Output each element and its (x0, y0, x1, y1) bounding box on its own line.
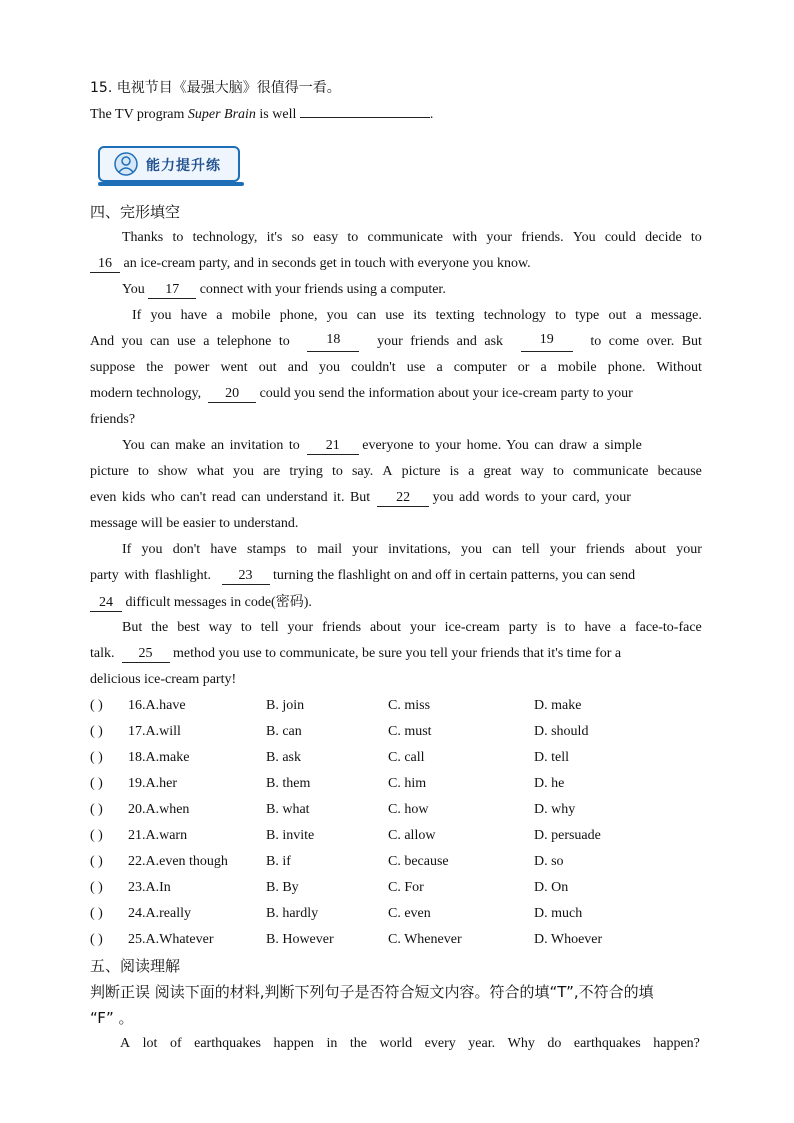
passage-word: happen? (653, 1036, 700, 1051)
option-d: D. so (534, 854, 564, 869)
passage-word: to (553, 464, 564, 479)
passage-word: stamps (247, 542, 286, 557)
blank-17[interactable]: 17 (148, 282, 196, 299)
passage-word: or (517, 360, 530, 375)
passage-line: friends? (90, 412, 136, 427)
passage-line (120, 1034, 700, 1054)
passage-word: Thanks (122, 230, 164, 245)
option-c: C. how (388, 802, 429, 817)
passage-word: out (608, 308, 627, 323)
answer-bracket[interactable]: ( ) (90, 750, 103, 765)
passage-word: picture (401, 464, 441, 479)
option-b: B. By (266, 880, 299, 895)
option-n: 25.A.Whatever (128, 932, 214, 947)
passage-word: message. (650, 308, 702, 323)
passage-word: technology, (192, 230, 258, 245)
blank-23[interactable]: 23 (222, 568, 270, 585)
answer-bracket[interactable]: ( ) (90, 724, 103, 739)
passage-word: could (604, 230, 636, 245)
badge-label: 能力提升练 (146, 158, 221, 174)
passage-text: connect with your friends using a computer. (196, 282, 446, 297)
passage-line (132, 306, 702, 326)
blank-24[interactable]: 24 (90, 595, 122, 612)
passage-word: texting (435, 308, 475, 323)
passage-word: friends. (521, 230, 564, 245)
option-d: D. Whoever (534, 932, 603, 947)
blank-22[interactable]: 22 (377, 490, 429, 507)
passage-word: is (546, 620, 556, 635)
passage-word: the (146, 360, 164, 375)
option-n: 21.A.warn (128, 828, 188, 843)
answer-bracket[interactable]: ( ) (90, 854, 103, 869)
passage-word: a (619, 620, 627, 635)
option-n: 19.A.her (128, 776, 177, 791)
passage-line (122, 436, 642, 456)
badge-underline (98, 182, 244, 186)
passage-word: your (486, 230, 512, 245)
passage-word: mobile (557, 360, 597, 375)
q15-answer-blank[interactable] (300, 117, 430, 118)
passage-text: method you use to communicate, be sure you tell your friends that it's time for a (173, 646, 622, 661)
passage-word: your (549, 542, 576, 557)
option-b: B. if (266, 854, 291, 869)
passage-word: phone, (279, 308, 318, 323)
option-c: C. For (388, 880, 424, 895)
passage-word: is (449, 464, 459, 479)
passage-word: face-to-face (634, 620, 702, 635)
passage-word: If (132, 308, 142, 323)
option-n: 18.A.make (128, 750, 190, 765)
ability-practice-badge (98, 146, 240, 182)
passage-word: do (547, 1036, 562, 1051)
blank-20[interactable]: 20 (208, 386, 256, 403)
passage-text: your friends and ask (377, 334, 504, 349)
passage-word: a (216, 308, 223, 323)
passage-text: could you send the information about your ice-cream party to your (259, 386, 633, 401)
passage-word: party (508, 620, 538, 635)
passage-word: say. (351, 464, 374, 479)
passage-word: mobile (231, 308, 271, 323)
answer-bracket[interactable]: ( ) (90, 906, 103, 921)
option-d: D. why (534, 802, 576, 817)
option-b: B. them (266, 776, 311, 791)
passage-word: use (406, 360, 426, 375)
passage-text: You (122, 282, 149, 297)
option-n: 20.A.when (128, 802, 190, 817)
passage-word: the (349, 1036, 367, 1051)
passage-line (122, 228, 702, 248)
passage-word: your (676, 542, 702, 557)
passage-word: friends (585, 542, 625, 557)
passage-word: can (492, 542, 512, 557)
passage-word: trying (289, 464, 323, 479)
option-d: D. make (534, 698, 582, 713)
q15-text-post: . (429, 107, 434, 122)
passage-line (90, 358, 702, 378)
passage-word: your (287, 620, 314, 635)
passage-word: you (319, 360, 341, 375)
passage-word: about (634, 542, 666, 557)
passage-word: happen (273, 1036, 314, 1051)
answer-bracket[interactable]: ( ) (90, 880, 103, 895)
passage-text: talk. (90, 646, 115, 661)
passage-word: with (452, 230, 478, 245)
passage-word: have (210, 542, 237, 557)
passage-word: You (572, 230, 596, 245)
passage-word: have (180, 308, 208, 323)
option-d: D. he (534, 776, 565, 791)
option-b: B. However (266, 932, 334, 947)
option-c: C. him (388, 776, 427, 791)
passage-text: 密码 (275, 594, 304, 610)
passage-word: earthquakes (194, 1036, 261, 1051)
passage-word: power (174, 360, 210, 375)
option-d: D. On (534, 880, 569, 895)
passage-word: A (382, 464, 393, 479)
passage-word: to (690, 230, 702, 245)
option-b: B. invite (266, 828, 315, 843)
option-b: B. hardly (266, 906, 319, 921)
passage-word: easy (313, 230, 339, 245)
passage-word: a (436, 360, 443, 375)
section4-title: 四、完形填空 (90, 203, 181, 221)
blank-19[interactable]: 19 (521, 332, 573, 352)
passage-word: best (177, 620, 200, 635)
passage-text: modern technology, (90, 386, 202, 401)
passage-text: party with flashlight. (90, 568, 212, 583)
passage-word: tell (260, 620, 279, 635)
option-c: C. allow (388, 828, 436, 843)
passage-word: you (326, 308, 348, 323)
passage-line: message will be easier to understand. (90, 516, 299, 531)
passage-text: ). (303, 595, 312, 610)
option-d: D. should (534, 724, 589, 739)
passage-line (90, 644, 621, 664)
passage-word: to (555, 308, 566, 323)
passage-word: to (347, 230, 359, 245)
passage-word: show (158, 464, 188, 479)
passage-word: to (296, 542, 307, 557)
passage-word: you (460, 542, 482, 557)
answer-bracket[interactable]: ( ) (90, 932, 103, 947)
passage-word: suppose (90, 360, 136, 375)
option-c: C. because (388, 854, 449, 869)
passage-word: out (258, 360, 277, 375)
option-n: 17.A.will (128, 724, 181, 739)
passage-word: earthquakes (573, 1036, 641, 1051)
passage-word: a (540, 360, 547, 375)
option-n: 16.A.have (128, 698, 186, 713)
passage-word: ice-cream (444, 620, 500, 635)
passage-word: of (169, 1036, 182, 1051)
passage-text: turning the flashlight on and off in certain patterns, you can send (273, 568, 636, 583)
passage-word: your (409, 620, 436, 635)
passage-line (90, 254, 531, 274)
passage-word: your (352, 542, 378, 557)
passage-word: couldn't (351, 360, 396, 375)
passage-word: technology (483, 308, 546, 323)
passage-word: you (141, 542, 163, 557)
answer-bracket[interactable]: ( ) (90, 828, 103, 843)
passage-word: way (208, 620, 232, 635)
passage-line (90, 332, 702, 352)
passage-word: communicate (573, 464, 649, 479)
answer-bracket[interactable]: ( ) (90, 698, 103, 713)
option-c: C. must (388, 724, 432, 739)
passage-word: in (326, 1036, 338, 1051)
passage-word: to (331, 464, 343, 479)
option-c: C. Whenever (388, 932, 462, 947)
option-c: C. call (388, 750, 425, 765)
option-b: B. what (266, 802, 310, 817)
passage-text: you add words to your card, your (432, 490, 631, 505)
blank-16[interactable]: 16 (90, 256, 120, 273)
passage-word: a (635, 308, 642, 323)
q15-text-pre: The TV program (90, 107, 188, 122)
passage-word: Why (507, 1036, 535, 1051)
passage-line (90, 566, 635, 586)
passage-line (122, 540, 702, 560)
passage-word: about (369, 620, 402, 635)
section5-instructions: 判断正误 阅读下面的材料,判断下列句子是否符合短文内容。符合的填“T”,不符合的填 (90, 983, 654, 1001)
q15-program-name: Super Brain (187, 107, 256, 122)
option-b: B. join (266, 698, 305, 713)
q15-english (90, 105, 433, 125)
passage-word: have (584, 620, 611, 635)
passage-word: friends (322, 620, 362, 635)
option-d: D. persuade (534, 828, 601, 843)
passage-word: to (240, 620, 252, 635)
passage-line (90, 384, 633, 404)
blank-21[interactable]: 21 (307, 438, 359, 455)
passage-line (122, 280, 446, 300)
passage-word: so (291, 230, 305, 245)
passage-word: because (657, 464, 702, 479)
blank-25[interactable]: 25 (122, 646, 170, 663)
option-d: D. tell (534, 750, 569, 765)
passage-word: its (413, 308, 427, 323)
passage-word: to (564, 620, 576, 635)
passage-word: way (520, 464, 544, 479)
passage-word: type (575, 308, 600, 323)
passage-text: even kids who can't read can understand it. But (90, 490, 371, 505)
passage-line (90, 488, 631, 508)
passage-word: a (468, 464, 475, 479)
section5-title: 五、阅读理解 (90, 957, 181, 975)
passage-line: delicious ice-cream party! (90, 672, 237, 687)
q15-chinese: 15. 电视节目《最强大脑》很值得一看。 (90, 80, 341, 96)
passage-text: to come over. But (590, 334, 702, 349)
student-icon (114, 152, 138, 176)
option-c: C. miss (388, 698, 431, 713)
passage-word: every (424, 1036, 456, 1051)
passage-word: you (233, 464, 255, 479)
section5-instructions-cont: “F” 。 (90, 1009, 134, 1027)
passage-word: invitations, (388, 542, 451, 557)
blank-18[interactable]: 18 (307, 332, 359, 352)
passage-word: But (122, 620, 143, 635)
passage-word: lot (142, 1036, 158, 1051)
passage-word: mail (317, 542, 343, 557)
passage-word: can (356, 308, 377, 323)
passage-text: difficult messages in code( (122, 595, 276, 610)
passage-word: are (263, 464, 281, 479)
passage-word: great (483, 464, 512, 479)
passage-word: don't (172, 542, 201, 557)
passage-word: year. (468, 1036, 496, 1051)
option-b: B. can (266, 724, 302, 739)
answer-bracket[interactable]: ( ) (90, 776, 103, 791)
passage-text: You can make an invitation to (122, 438, 300, 453)
passage-line (90, 592, 312, 613)
option-n: 24.A.really (128, 906, 191, 921)
option-n: 22.A.even though (128, 854, 228, 869)
passage-word: computer (453, 360, 507, 375)
passage-text: And you can use a telephone to (90, 334, 290, 349)
passage-line (122, 618, 702, 638)
passage-word: If (122, 542, 132, 557)
passage-word: it's (266, 230, 283, 245)
passage-word: A (120, 1036, 131, 1051)
passage-word: Without (656, 360, 702, 375)
passage-line (90, 462, 702, 482)
passage-text: everyone to your home. You can draw a simple (362, 438, 642, 453)
passage-word: tell (521, 542, 540, 557)
passage-word: world (379, 1036, 413, 1051)
option-n: 23.A.In (128, 880, 171, 895)
passage-word: the (151, 620, 169, 635)
passage-word: picture (90, 464, 129, 479)
option-d: D. much (534, 906, 583, 921)
option-c: C. even (388, 906, 431, 921)
passage-word: what (196, 464, 224, 479)
passage-word: went (220, 360, 248, 375)
passage-word: phone. (607, 360, 646, 375)
passage-word: and (287, 360, 308, 375)
passage-word: to (138, 464, 149, 479)
passage-word: to (172, 230, 184, 245)
q15-text-mid: is well (255, 107, 300, 122)
answer-bracket[interactable]: ( ) (90, 802, 103, 817)
passage-text: an ice-cream party, and in seconds get in touch with everyone you know. (120, 256, 531, 271)
passage-word: use (385, 308, 405, 323)
passage-word: you (150, 308, 172, 323)
option-b: B. ask (266, 750, 301, 765)
passage-word: decide (645, 230, 682, 245)
passage-word: communicate (367, 230, 443, 245)
